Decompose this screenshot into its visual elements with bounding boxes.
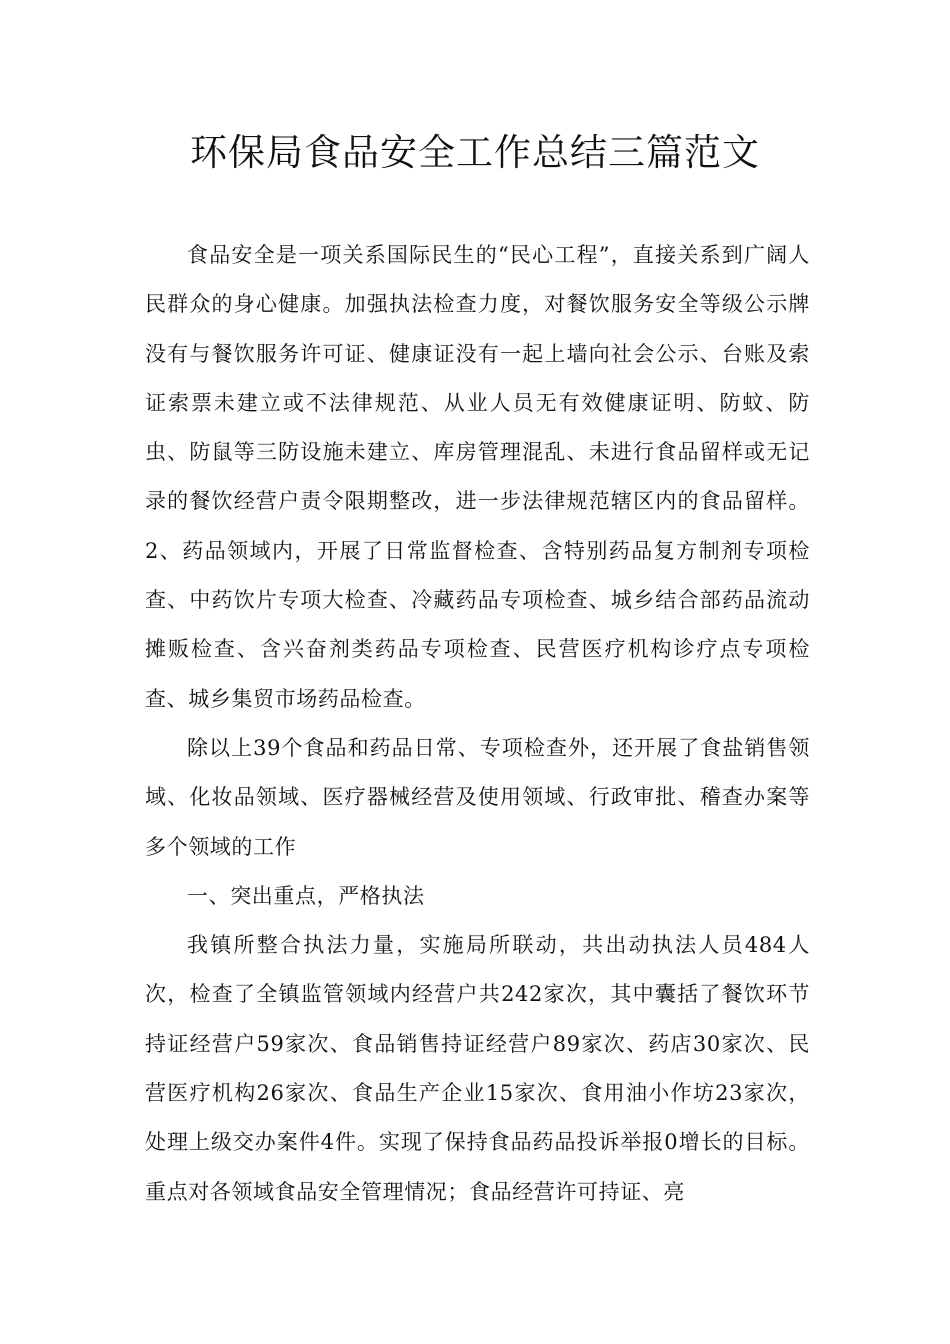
document-body [145,231,810,1217]
paragraph: 我镇所整合执法力量，实施局所联动，共出动执法人员484人次，检查了全镇监管领域内经营户共242家次，其中囊括了餐饮环节持证经营户59家次、食品销售持证经营户89家次、药店30家次、民营医疗机构26家次、食品生产企业15家次、食用油小作坊23家次，处理上级交办案件4件。实现了保持食品药品投诉举报0增长的目标。重点对各领域食品安全管理情况；食品经营许可持证、亮 [145,933,810,1204]
document-title: 环保局食品安全工作总结三篇范文 [190,131,760,174]
section-heading: 一、突出重点，严格执法 [187,883,425,908]
paragraph: 除以上39个食品和药品日常、专项检查外，还开展了食盐销售领域、化妆品领域、医疗器械经营及使用领域、行政审批、稽查办案等多个领域的工作 [145,735,810,859]
paragraph: 食品安全是一项关系国际民生的“民心工程”，直接关系到广阔人民群众的身心健康。加强执法检查力度，对餐饮服务安全等级公示牌没有与餐饮服务许可证、健康证没有一起上墙向社会公示、台账及索证索票未建立或不法律规范、从业人员无有效健康证明、防蚊、防虫、防鼠等三防设施未建立、库房管理混乱、未进行食品留样或无记录的餐饮经营户责令限期整改，进一步法律规范辖区内的食品留样。2、药品领域内，开展了日常监督检查、含特别药品复方制剂专项检查、中药饮片专项大检查、冷藏药品专项检查、城乡结合部药品流动摊贩检查、含兴奋剂类药品专项检查、民营医疗机构诊疗点专项检查、城乡集贸市场药品检查。 [145,243,810,711]
